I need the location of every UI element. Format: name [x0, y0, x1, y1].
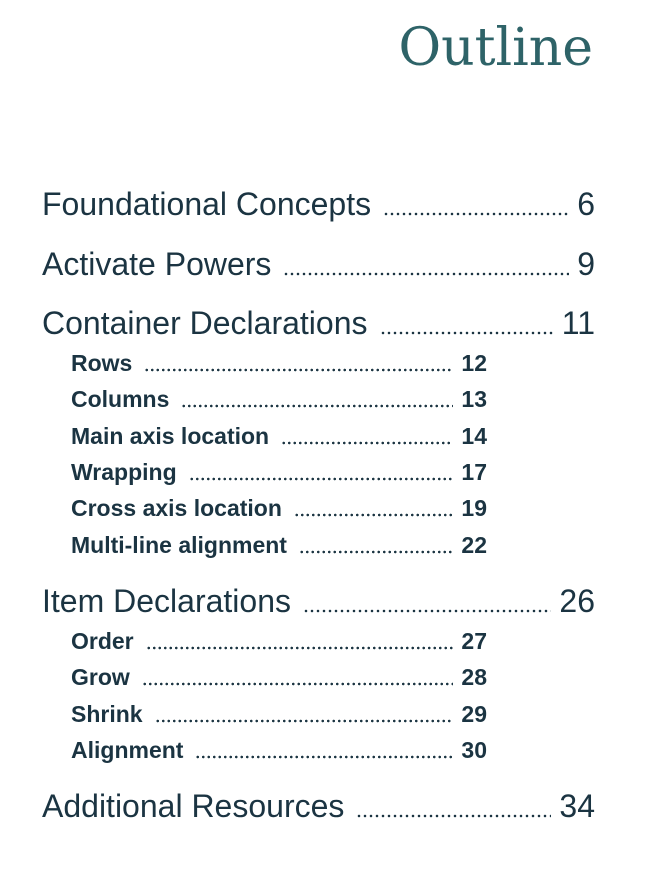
- dot-leader: [356, 814, 551, 818]
- toc-entry-additional-resources[interactable]: [42, 788, 595, 825]
- dot-leader: [299, 550, 453, 554]
- dot-leader: [303, 609, 551, 613]
- toc-subentry-columns[interactable]: [71, 386, 487, 413]
- dot-leader: [383, 212, 569, 216]
- dot-leader: [144, 368, 453, 372]
- toc-entry-container-declarations[interactable]: [42, 305, 595, 342]
- toc-page-number: 34: [559, 788, 595, 824]
- dot-leader: [155, 719, 454, 723]
- toc-subentry-wrapping[interactable]: [71, 459, 487, 486]
- toc-subentry-order[interactable]: [71, 628, 487, 655]
- toc-page-number: 27: [461, 628, 487, 654]
- toc-subentry-main-axis-location[interactable]: [71, 423, 487, 450]
- toc-page-number: 26: [559, 583, 595, 619]
- toc-entry-label: Container Declarations: [42, 305, 368, 341]
- toc-entry-activate-powers[interactable]: [42, 246, 595, 283]
- toc-entry-label: Columns: [71, 386, 170, 412]
- toc-entry-label: Grow: [71, 664, 130, 690]
- toc-page-number: 22: [461, 532, 487, 558]
- toc-entry-label: Wrapping: [71, 459, 177, 485]
- toc-subentry-alignment[interactable]: [71, 737, 487, 764]
- toc-page-number: 30: [461, 737, 487, 763]
- toc-entry-label: Shrink: [71, 701, 143, 727]
- toc-page-number: 12: [461, 350, 487, 376]
- page-title: Outline: [398, 18, 593, 78]
- toc-entry-label: Order: [71, 628, 134, 654]
- toc-entry-label: Additional Resources: [42, 788, 345, 824]
- dot-leader: [189, 477, 454, 481]
- toc-entry-label: Item Declarations: [42, 583, 291, 619]
- toc-entry-item-declarations[interactable]: [42, 583, 595, 620]
- toc-page-number: 29: [461, 701, 487, 727]
- toc-subentry-rows[interactable]: [71, 350, 487, 377]
- toc-subentry-shrink[interactable]: [71, 701, 487, 728]
- toc-entry-label: Main axis location: [71, 423, 270, 449]
- toc-page-number: 13: [461, 386, 487, 412]
- dot-leader: [294, 513, 453, 517]
- toc-page-number: 19: [461, 495, 487, 521]
- dot-leader: [142, 682, 454, 686]
- toc-entry-label: Rows: [71, 350, 133, 376]
- toc-entry-label: Alignment: [71, 737, 184, 763]
- toc-page-number: 9: [577, 246, 595, 282]
- dot-leader: [146, 646, 454, 650]
- toc-entry-label: Cross axis location: [71, 495, 282, 521]
- dot-leader: [195, 755, 453, 759]
- dot-leader: [181, 404, 453, 408]
- dot-leader: [380, 331, 554, 335]
- toc-page-number: 17: [461, 459, 487, 485]
- toc-entry-label: Multi-line alignment: [71, 532, 287, 558]
- dot-leader: [281, 441, 453, 445]
- toc-page-number: 6: [577, 186, 595, 222]
- toc-subentry-grow[interactable]: [71, 664, 487, 691]
- toc-entry-foundational-concepts[interactable]: [42, 186, 595, 223]
- toc-entry-label: Activate Powers: [42, 246, 272, 282]
- dot-leader: [283, 272, 569, 276]
- toc-page-number: 28: [461, 664, 487, 690]
- toc-page-number: 14: [461, 423, 487, 449]
- toc-subentry-multi-line-alignment[interactable]: [71, 532, 487, 559]
- toc-subentry-cross-axis-location[interactable]: [71, 495, 487, 522]
- toc-page-number: 11: [561, 305, 595, 341]
- toc-entry-label: Foundational Concepts: [42, 186, 372, 222]
